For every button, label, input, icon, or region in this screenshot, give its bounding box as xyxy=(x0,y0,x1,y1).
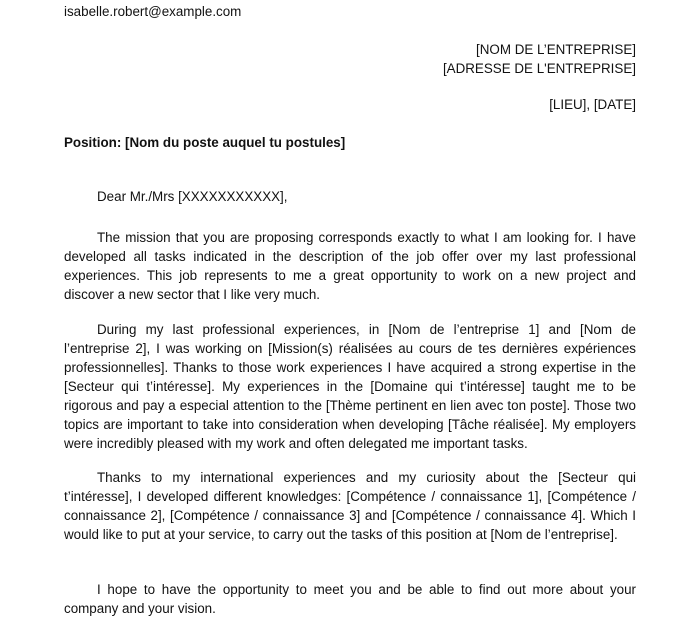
company-address: [ADRESSE DE L'ENTREPRISE] xyxy=(442,61,636,76)
position-line: Position: [Nom du poste auquel tu postules] xyxy=(64,135,346,150)
paragraph-2: During my last professional experiences, in [Nom de l’entreprise 1] and [Nom de l’entreprise 2], I was working on [Mission(s) réalisées au cours de tes dernières expériences professionnelles]. Thanks to those work experiences I have acquired a strong expertise in the [Secteur qui t’intéresse]. My experiences in the [Domaine qui t’intéresse] taught me to be rigorous and pay a especial attention to the [Thème pertinent en lien avec ton poste]. Those two topics are important to take into consideration when developing [Tâche réalisée]. My employers were incredibly pleased with my work and often delegated me important tasks. xyxy=(64,322,636,451)
recipient-block xyxy=(443,40,636,78)
place-date: [LIEU], [DATE] xyxy=(549,97,636,112)
sender-email: isabelle.robert@example.com xyxy=(64,4,242,19)
paragraph-4: I hope to have the opportunity to meet you and be able to find out more about your company and your vision. xyxy=(64,582,636,616)
paragraph-1: The mission that you are proposing corresponds exactly to what I am looking for. I have developed all tasks indicated in the description of the job offer over my last professional experiences. This job represents to me a great opportunity to work on a new project and discover a new sector that I like very much. xyxy=(64,230,636,302)
paragraph-3: Thanks to my international experiences and my curiosity about the [Secteur qui t’intéresse], I developed different knowledges: [Compétence / connaissance 1], [Compétence / connaissance 2], [Compétence / connaissance 3] and [Compétence / connaissance 4]. Which I would like to put at your service, to carry out the tasks of this position at [Nom de l’entreprise]. xyxy=(64,470,636,542)
salutation: Dear Mr./Mrs [XXXXXXXXXXX], xyxy=(97,189,288,204)
company-name: [NOM DE L’ENTREPRISE] xyxy=(476,42,636,57)
